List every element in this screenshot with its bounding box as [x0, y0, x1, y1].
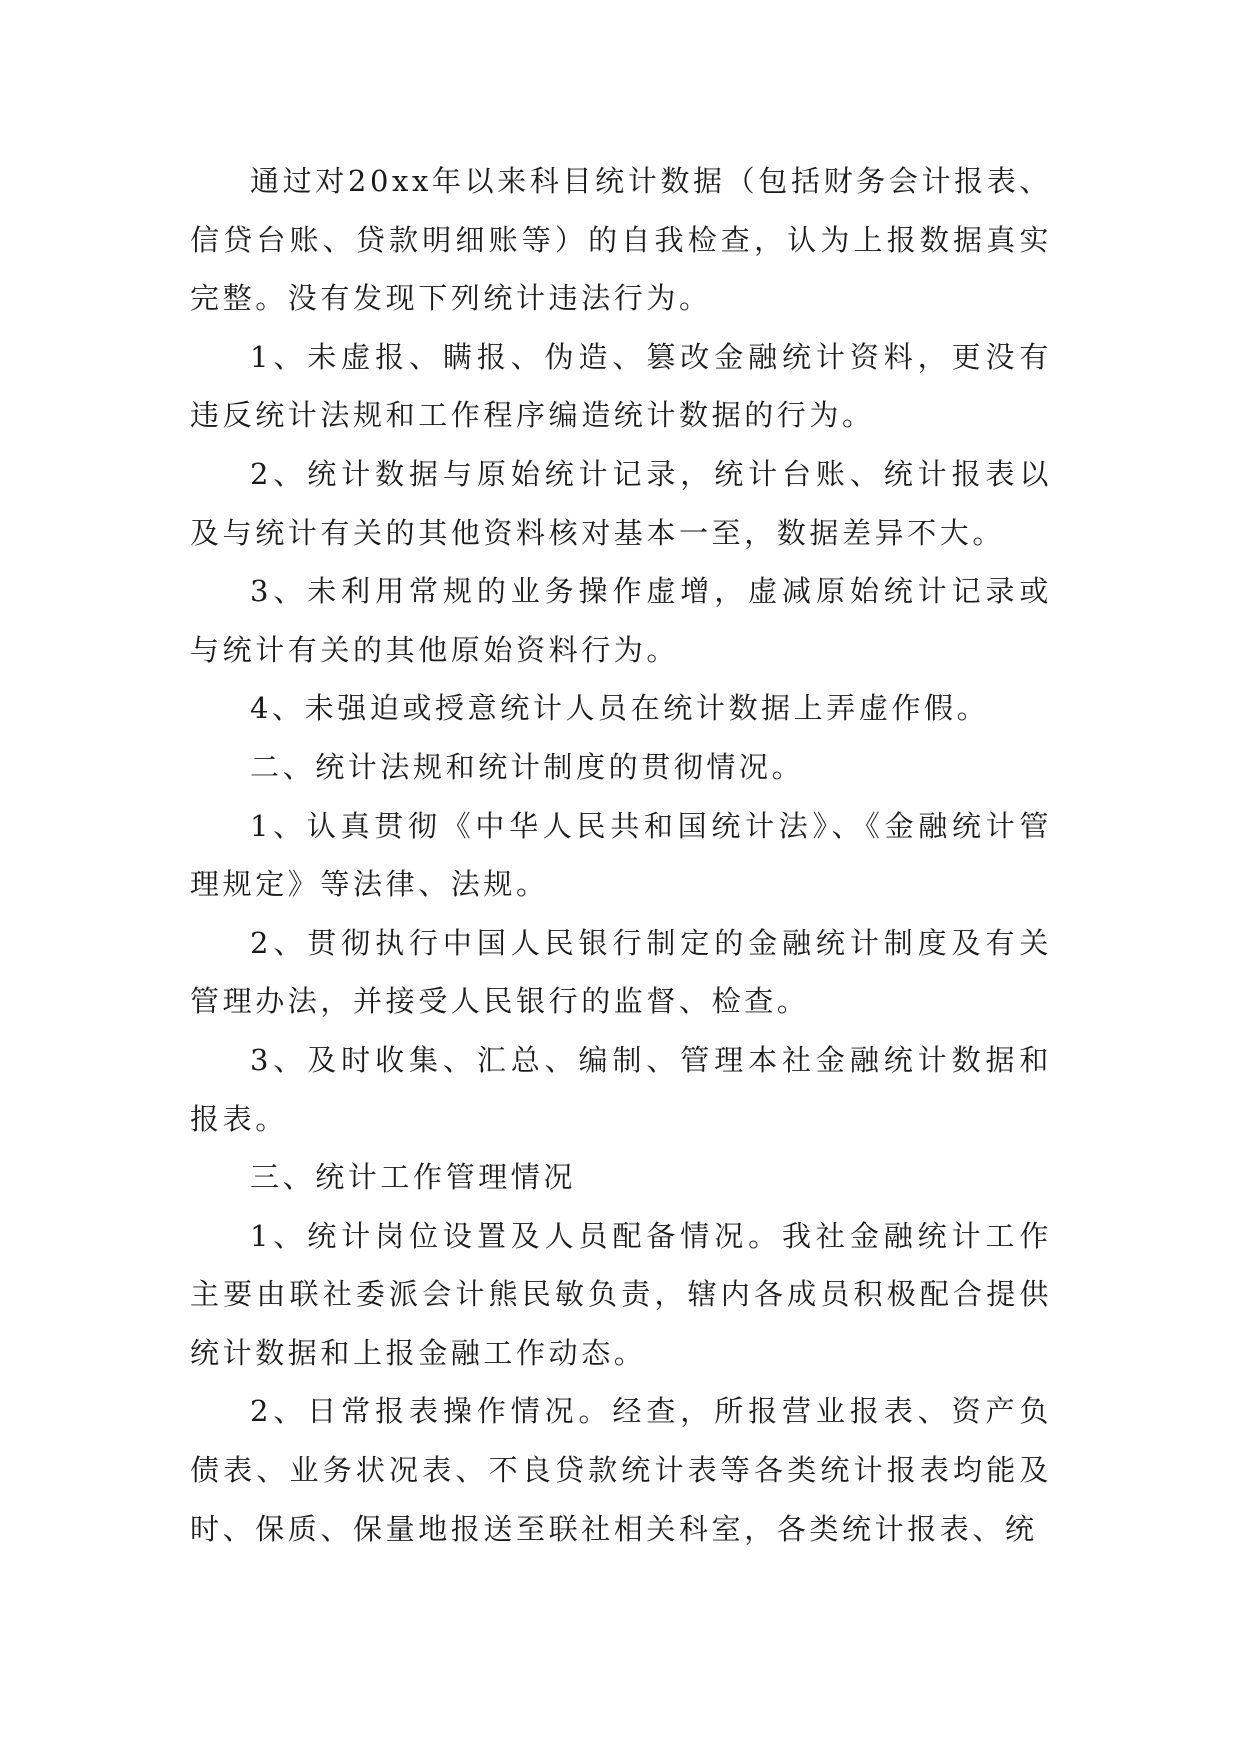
section-heading-2: 二、统计法规和统计制度的贯彻情况。: [250, 749, 805, 784]
paragraph-item-4: 4、未强迫或授意统计人员在统计数据上弄虚作假。: [250, 691, 990, 726]
paragraph-section3-item-2: 2、日常报表操作情况。经查，所报营业报表、资产负债表、业务状况表、不良贷款统计表等各类统计报表均能及时、保质、保量地报送至联社相关科室，各类统计报表、统: [190, 1394, 1052, 1546]
document-body: [190, 152, 1052, 1558]
paragraph-section3-item-1: 1、统计岗位设置及人员配备情况。我社金融统计工作主要由联社委派会计熊民敏负责，辖内各成员积极配合提供统计数据和上报金融工作动态。: [190, 1218, 1052, 1370]
paragraph-item-2: 2、统计数据与原始统计记录，统计台账、统计报表以及与统计有关的其他资料核对基本一至，数据差异不大。: [190, 456, 1052, 550]
section-heading-3: 三、统计工作管理情况: [250, 1160, 577, 1195]
paragraph-section2-item-2: 2、贯彻执行中国人民银行制定的金融统计制度及有关管理办法，并接受人民银行的监督、检查。: [190, 925, 1052, 1019]
paragraph-section2-item-1: 1、认真贯彻《中华人民共和国统计法》、《金融统计管理规定》等法律、法规。: [190, 808, 1052, 902]
paragraph-item-1: 1、未虚报、瞒报、伪造、篡改金融统计资料，更没有违反统计法规和工作程序编造统计数据的行为。: [190, 339, 1052, 433]
paragraph-section2-item-3: 3、及时收集、汇总、编制、管理本社金融统计数据和报表。: [190, 1042, 1052, 1136]
paragraph-item-3: 3、未利用常规的业务操作虚增，虚减原始统计记录或与统计有关的其他原始资料行为。: [190, 574, 1052, 667]
paragraph-intro: 通过对20xx年以来科目统计数据（包括财务会计报表、信贷台账、贷款明细账等）的自我检查，认为上报数据真实完整。没有发现下列统计违法行为。: [190, 164, 1052, 316]
